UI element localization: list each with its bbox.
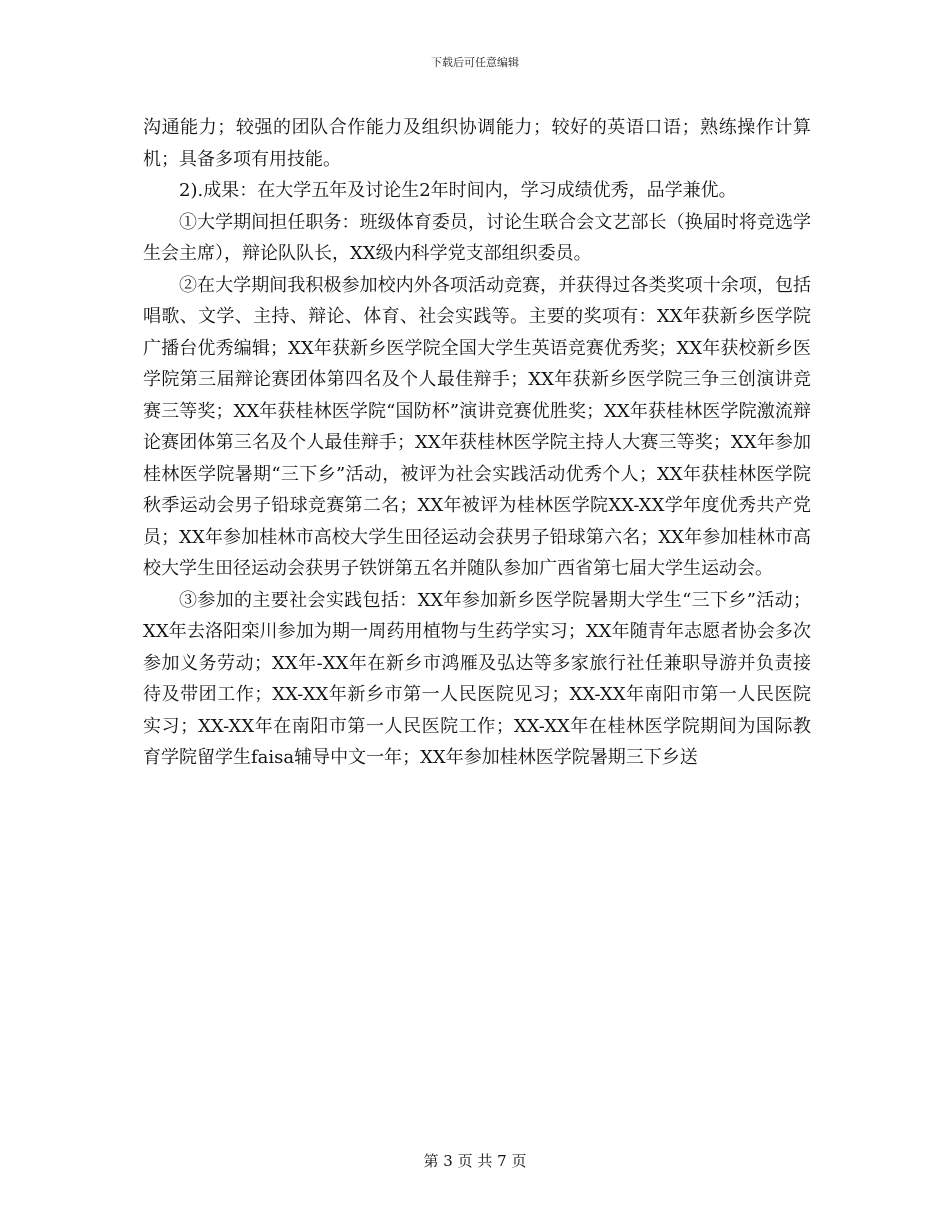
document-body [143, 112, 811, 774]
paragraph-achievements: 2).成果：在大学五年及讨论生2年时间内，学习成绩优秀，品学兼优。 [179, 180, 737, 201]
paragraph-positions-held: ①大学期间担任职务：班级体育委员，讨论生联合会文艺部长（换届时将竞选学生会主席），辩论队队长，XX级内科学党支部组织委员。 [143, 211, 811, 264]
page-header-note: 下载后可任意编辑 [431, 56, 519, 69]
page-number: 第 3 页 共 7 页 [423, 1152, 527, 1170]
paragraph-awards: ②在大学期间我积极参加校内外各项活动竞赛，并获得过各类奖项十余项，包括唱歌、文学、主持、辩论、体育、社会实践等。主要的奖项有：XX年获新乡医学院广播台优秀编辑；XX年获新乡医学院全国大学生英语竞赛优秀奖；XX年获校新乡医学院第三届辩论赛团体第四名及个人最佳辩手；XX年获新乡医学院三争三创演讲竞赛三等奖；XX年获桂林医学院“国防杯”演讲竞赛优胜奖；XX年获桂林医学院激流辩论赛团体第三名及个人最佳辩手；XX年获桂林医学院主持人大赛三等奖；XX年参加桂林医学院暑期“三下乡”活动，被评为社会实践活动优秀个人；XX年获桂林医学院秋季运动会男子铅球竞赛第二名；XX年被评为桂林医学院XX-XX学年度优秀共产党员；XX年参加桂林市高校大学生田径运动会获男子铅球第六名；XX年参加桂林市高校大学生田径运动会获男子铁饼第五名并随队参加广西省第七届大学生运动会。 [143, 274, 811, 579]
paragraph-social-practice: ③参加的主要社会实践包括：XX年参加新乡医学院暑期大学生“三下乡”活动；XX年去洛阳栾川参加为期一周药用植物与生药学实习；XX年随青年志愿者协会多次参加义务劳动；XX年-XX年在新乡市鸿雁及弘达等多家旅行社任兼职导游并负责接待及带团工作；XX-XX年新乡市第一人民医院见习；XX-XX年南阳市第一人民医院实习；XX-XX年在南阳市第一人民医院工作；XX-XX年在桂林医学院期间为国际教育学院留学生faisa辅导中文一年；XX年参加桂林医学院暑期三下乡送 [143, 589, 811, 768]
paragraph-skills-continued: 沟通能力；较强的团队合作能力及组织协调能力；较好的英语口语；熟练操作计算机；具备多项有用技能。 [143, 117, 811, 170]
